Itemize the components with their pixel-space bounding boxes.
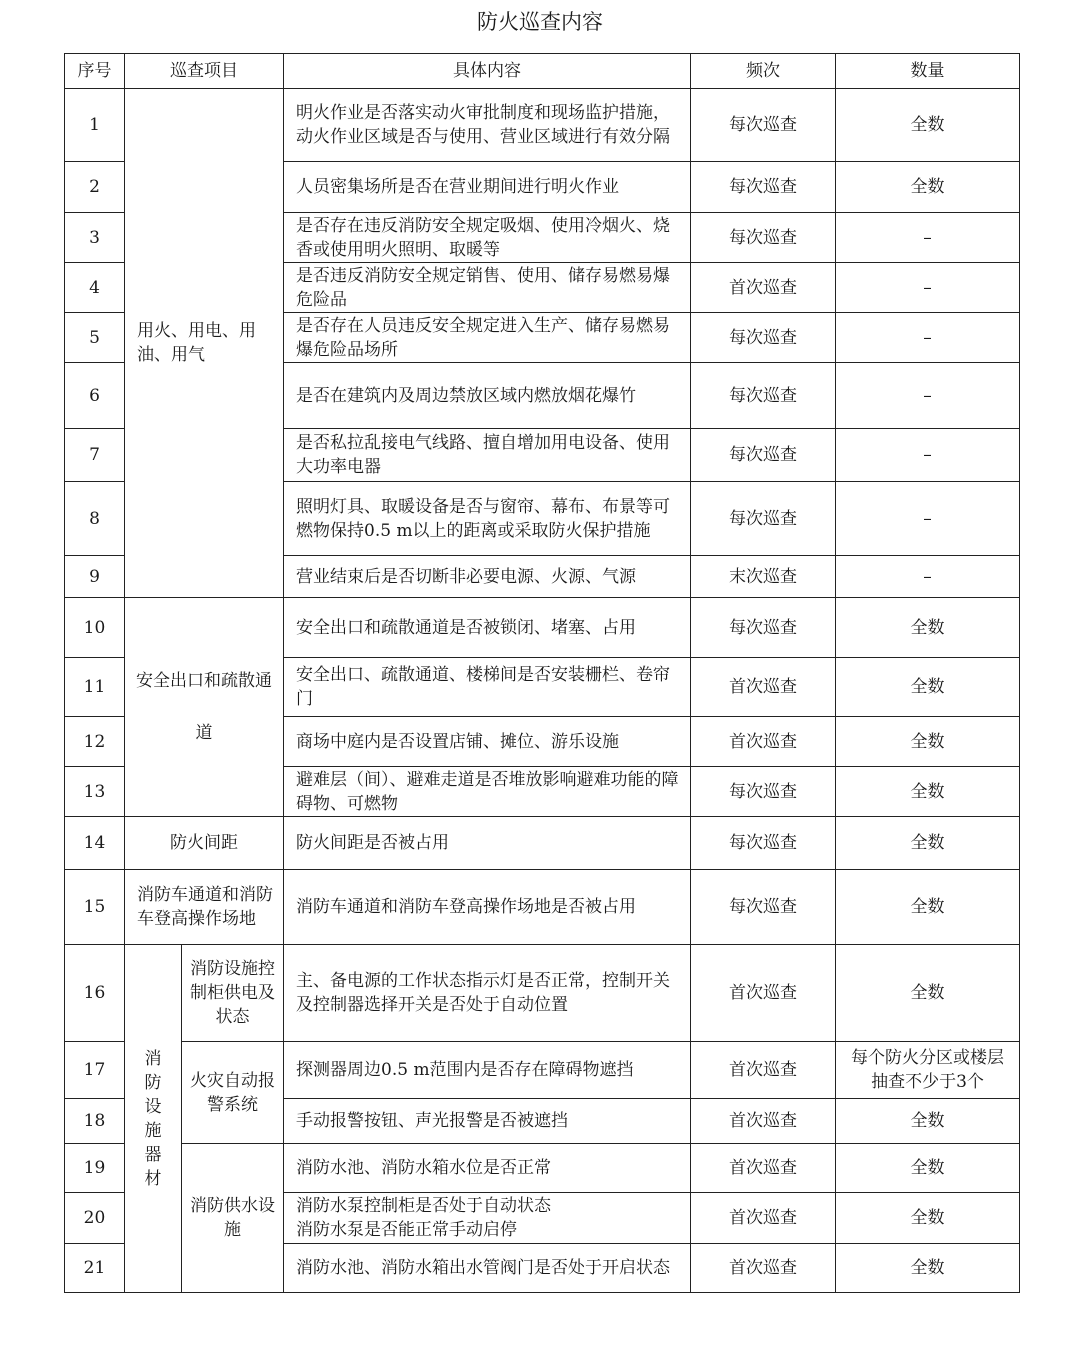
table-row <box>65 870 1020 945</box>
row-content: 消防水池、消防水箱水位是否正常 <box>284 1144 691 1193</box>
table-row <box>65 1042 1020 1099</box>
row-no: 6 <box>65 363 125 429</box>
subcategory-alarm: 火灾自动报警系统 <box>182 1042 284 1144</box>
row-freq: 首次巡查 <box>691 717 836 767</box>
row-qty: – <box>836 363 1020 429</box>
row-no: 9 <box>65 556 125 598</box>
row-qty: 全数 <box>836 162 1020 213</box>
row-content: 商场中庭内是否设置店铺、摊位、游乐设施 <box>284 717 691 767</box>
row-content: 避难层（间）、避难走道是否堆放影响避难功能的障碍物、可燃物 <box>284 767 691 817</box>
row-qty: 全数 <box>836 1099 1020 1144</box>
row-no: 1 <box>65 89 125 162</box>
row-qty: 全数 <box>836 658 1020 717</box>
row-content: 明火作业是否落实动火审批制度和现场监护措施，动火作业区域是否与使用、营业区域进行有效分隔 <box>284 89 691 162</box>
row-qty: 每个防火分区或楼层抽查不少于3个 <box>836 1042 1020 1099</box>
inspection-table <box>64 53 1020 1293</box>
row-content-line: 消防水泵控制柜是否处于自动状态 <box>296 1196 551 1216</box>
row-no: 11 <box>65 658 125 717</box>
row-qty: – <box>836 429 1020 482</box>
header-qty: 数量 <box>836 54 1020 89</box>
row-qty: – <box>836 556 1020 598</box>
row-qty: – <box>836 263 1020 313</box>
row-no: 20 <box>65 1193 125 1244</box>
row-freq: 首次巡查 <box>691 1244 836 1293</box>
row-qty: 全数 <box>836 89 1020 162</box>
subcategory-water: 消防供水设施 <box>182 1144 284 1293</box>
category-fire-use: 用火、用电、用油、用气 <box>125 89 284 598</box>
row-qty: 全数 <box>836 717 1020 767</box>
category-spacing: 防火间距 <box>125 817 284 870</box>
subcategory-control: 消防设施控制柜供电及状态 <box>182 945 284 1042</box>
row-no: 18 <box>65 1099 125 1144</box>
row-content: 防火间距是否被占用 <box>284 817 691 870</box>
table-row <box>65 598 1020 658</box>
row-no: 4 <box>65 263 125 313</box>
row-freq: 首次巡查 <box>691 1144 836 1193</box>
table-row <box>65 1144 1020 1193</box>
row-content: 是否存在人员违反安全规定进入生产、储存易燃易爆危险品场所 <box>284 313 691 363</box>
table-row <box>65 945 1020 1042</box>
table-row <box>65 89 1020 162</box>
row-qty: 全数 <box>836 598 1020 658</box>
row-freq: 首次巡查 <box>691 945 836 1042</box>
row-freq: 每次巡查 <box>691 213 836 263</box>
row-no: 13 <box>65 767 125 817</box>
row-content: 营业结束后是否切断非必要电源、火源、气源 <box>284 556 691 598</box>
row-no: 21 <box>65 1244 125 1293</box>
row-content: 照明灯具、取暖设备是否与窗帘、幕布、布景等可燃物保持0.5 m以上的距离或采取防火保护措施 <box>284 482 691 556</box>
row-no: 7 <box>65 429 125 482</box>
row-content <box>284 1193 691 1244</box>
row-freq: 每次巡查 <box>691 313 836 363</box>
row-no: 16 <box>65 945 125 1042</box>
row-freq: 首次巡查 <box>691 1042 836 1099</box>
row-no: 19 <box>65 1144 125 1193</box>
row-qty: 全数 <box>836 945 1020 1042</box>
row-no: 15 <box>65 870 125 945</box>
row-qty: 全数 <box>836 1144 1020 1193</box>
row-no: 12 <box>65 717 125 767</box>
row-freq: 首次巡查 <box>691 263 836 313</box>
row-no: 10 <box>65 598 125 658</box>
page-title: 防火巡查内容 <box>477 10 603 34</box>
row-freq: 末次巡查 <box>691 556 836 598</box>
row-content: 是否存在违反消防安全规定吸烟、使用冷烟火、烧香或使用明火照明、取暖等 <box>284 213 691 263</box>
row-qty: 全数 <box>836 767 1020 817</box>
row-freq: 每次巡查 <box>691 767 836 817</box>
header-freq: 频次 <box>691 54 836 89</box>
row-freq: 每次巡查 <box>691 598 836 658</box>
category-exits: 安全出口和疏散通道 <box>125 598 284 817</box>
row-content: 消防水池、消防水箱出水管阀门是否处于开启状态 <box>284 1244 691 1293</box>
row-content: 是否在建筑内及周边禁放区域内燃放烟花爆竹 <box>284 363 691 429</box>
row-qty: 全数 <box>836 1193 1020 1244</box>
header-no: 序号 <box>65 54 125 89</box>
row-content: 探测器周边0.5 m范围内是否存在障碍物遮挡 <box>284 1042 691 1099</box>
row-content: 主、备电源的工作状态指示灯是否正常，控制开关及控制器选择开关是否处于自动位置 <box>284 945 691 1042</box>
row-freq: 每次巡查 <box>691 429 836 482</box>
category-truck: 消防车通道和消防车登高操作场地 <box>125 870 284 945</box>
row-no: 3 <box>65 213 125 263</box>
row-no: 2 <box>65 162 125 213</box>
row-no: 17 <box>65 1042 125 1099</box>
table-row <box>65 817 1020 870</box>
row-freq: 每次巡查 <box>691 482 836 556</box>
row-no: 8 <box>65 482 125 556</box>
row-freq: 每次巡查 <box>691 817 836 870</box>
header-content: 具体内容 <box>284 54 691 89</box>
row-content: 安全出口和疏散通道是否被锁闭、堵塞、占用 <box>284 598 691 658</box>
row-no: 14 <box>65 817 125 870</box>
row-freq: 每次巡查 <box>691 363 836 429</box>
row-content: 是否私拉乱接电气线路、擅自增加用电设备、使用大功率电器 <box>284 429 691 482</box>
row-freq: 每次巡查 <box>691 89 836 162</box>
row-content-line: 消防水泵是否能正常手动启停 <box>296 1220 517 1240</box>
row-content: 是否违反消防安全规定销售、使用、储存易燃易爆危险品 <box>284 263 691 313</box>
row-no: 5 <box>65 313 125 363</box>
row-freq: 每次巡查 <box>691 870 836 945</box>
row-content: 手动报警按钮、声光报警是否被遮挡 <box>284 1099 691 1144</box>
row-content: 人员密集场所是否在营业期间进行明火作业 <box>284 162 691 213</box>
category-facilities: 消防设施器材 <box>125 945 182 1293</box>
row-content: 安全出口、疏散通道、楼梯间是否安装栅栏、卷帘门 <box>284 658 691 717</box>
row-content: 消防车通道和消防车登高操作场地是否被占用 <box>284 870 691 945</box>
row-qty: 全数 <box>836 817 1020 870</box>
row-freq: 首次巡查 <box>691 1099 836 1144</box>
row-freq: 首次巡查 <box>691 1193 836 1244</box>
row-freq: 首次巡查 <box>691 658 836 717</box>
row-qty: 全数 <box>836 870 1020 945</box>
row-qty: – <box>836 482 1020 556</box>
row-qty: – <box>836 213 1020 263</box>
header-row <box>65 54 1020 89</box>
header-item: 巡查项目 <box>125 54 284 89</box>
row-qty: 全数 <box>836 1244 1020 1293</box>
row-freq: 每次巡查 <box>691 162 836 213</box>
row-qty: – <box>836 313 1020 363</box>
